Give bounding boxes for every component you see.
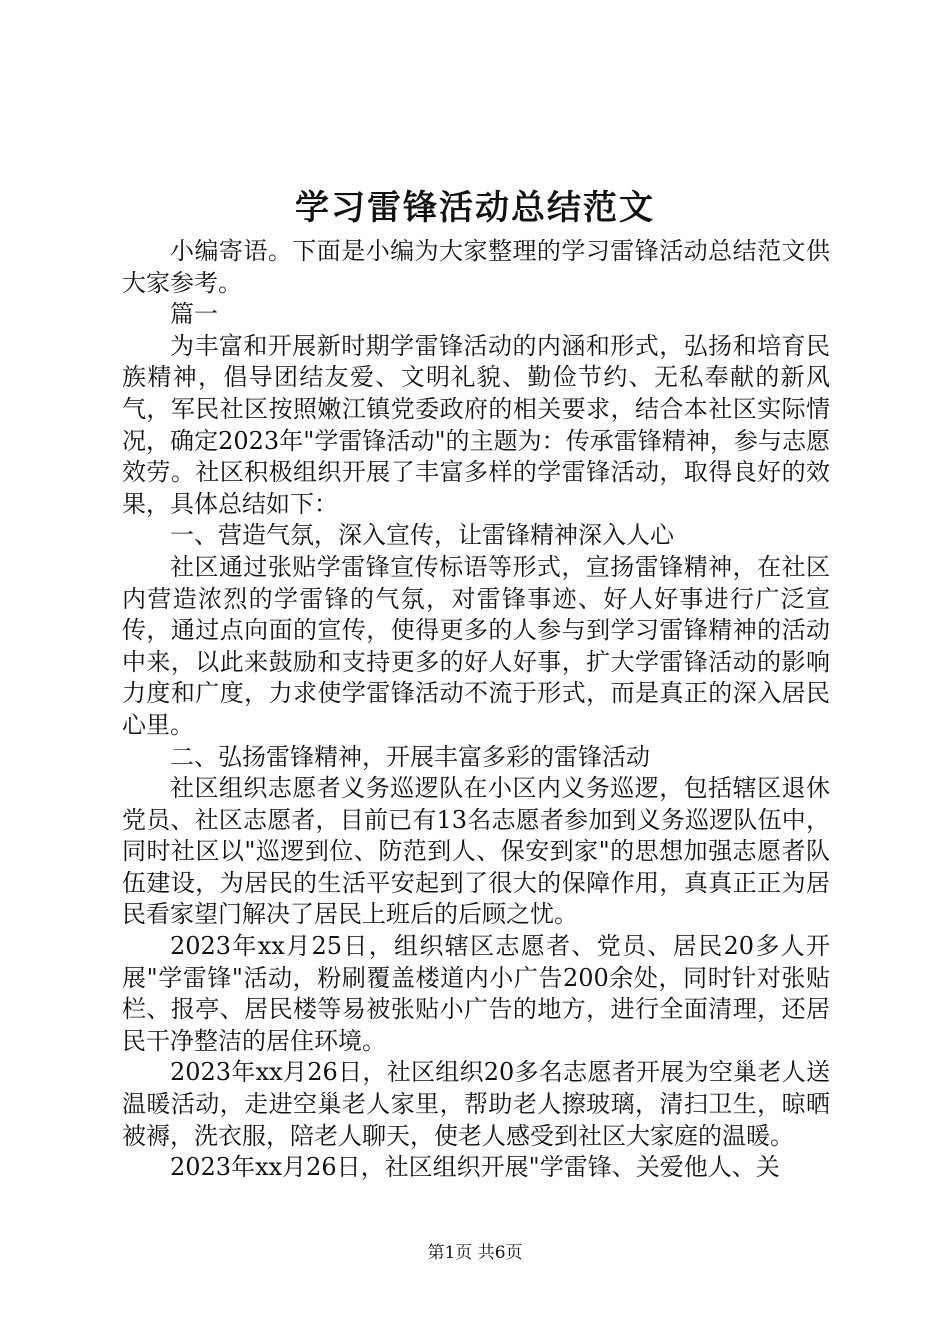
paragraph: 社区组织志愿者义务巡逻队在小区内义务巡逻，包括辖区退休党员、社区志愿者，目前已有13名志愿者参加到义务巡逻队伍中，同时社区以"巡逻到位、防范到人、保安到家"的思想加强志愿者队伍建设，为居民的生活平安起到了很大的保障作用，真真正正为居民看家望门解决了居民上班后的后顾之忧。 (122, 774, 830, 929)
section-heading-2: 二、弘扬雷锋精神，开展丰富多彩的雷锋活动 (170, 742, 650, 771)
paragraph: 2023年xx月26日，社区组织开展"学雷锋、关爱他人、关 (170, 1153, 780, 1182)
document-body (122, 236, 830, 1184)
paragraph: 2023年xx月25日，组织辖区志愿者、党员、居民20多人开展"学雷锋"活动，粉刷覆盖楼道内小广告200余处，同时针对张贴栏、报亭、居民楼等易被张贴小广告的地方，进行全面清理，还居民干净整洁的居住环境。 (122, 932, 830, 1055)
document-title: 学习雷锋活动总结范文 (295, 188, 655, 228)
paragraph-section-label: 篇一 (170, 300, 218, 329)
section-heading-1: 一、营造气氛，深入宣传，让雷锋精神深入人心 (170, 521, 674, 550)
paragraph: 为丰富和开展新时期学雷锋活动的内涵和形式，弘扬和培育民族精神，倡导团结友爱、文明礼貌、勤俭节约、无私奉献的新风气，军民社区按照嫩江镇党委政府的相关要求，结合本社区实际情况，确定2023年"学雷锋活动"的主题为：传承雷锋精神，参与志愿效劳。社区积极组织开展了丰富多样的学雷锋活动，取得良好的效果，具体总结如下： (122, 331, 830, 518)
paragraph-intro: 小编寄语。下面是小编为大家整理的学习雷锋活动总结范文供大家参考。 (122, 237, 830, 297)
paragraph: 社区通过张贴学雷锋宣传标语等形式，宣扬雷锋精神，在社区内营造浓烈的学雷锋的气氛，对雷锋事迹、好人好事进行广泛宣传，通过点向面的宣传，使得更多的人参与到学习雷锋精神的活动中来，以此来鼓励和支持更多的好人好事，扩大学雷锋活动的影响力度和广度，力求使学雷锋活动不流于形式，而是真正的深入居民心里。 (122, 552, 830, 739)
paragraph: 2023年xx月26日，社区组织20多名志愿者开展为空巢老人送温暖活动，走进空巢老人家里，帮助老人擦玻璃，清扫卫生，晾晒被褥，洗衣服，陪老人聊天，使老人感受到社区大家庭的温暖。 (122, 1058, 830, 1150)
page-footer: 第1页 共6页 (427, 1243, 523, 1263)
